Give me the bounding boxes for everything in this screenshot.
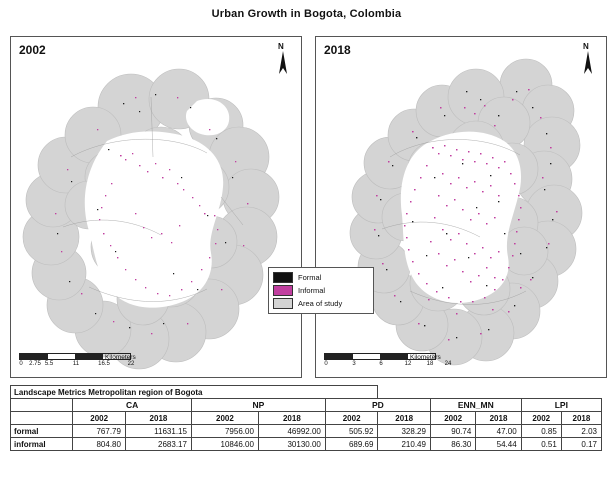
table-row xyxy=(11,438,602,451)
cell-informal-ca-2018: 2683.17 xyxy=(125,438,191,451)
year-header-enn-2018: 2018 xyxy=(476,412,521,425)
cell-informal-np-2018: 30130.00 xyxy=(258,438,325,451)
north-arrow-icon xyxy=(275,42,291,78)
group-header-pd: PD xyxy=(325,399,430,412)
legend-label-informal: Informal xyxy=(298,286,326,295)
panel-year-2018: 2018 xyxy=(324,43,351,57)
table-row xyxy=(11,425,602,438)
row-label-formal: formal xyxy=(11,425,73,438)
scale-unit-label-2018: Kilometers xyxy=(410,354,441,361)
north-arrow-label: N xyxy=(278,42,284,51)
cell-informal-pd-2018: 210.49 xyxy=(378,438,431,451)
cell-informal-pd-2002: 689.69 xyxy=(325,438,378,451)
year-header-np-2002: 2002 xyxy=(191,412,258,425)
year-header-pd-2002: 2002 xyxy=(325,412,378,425)
cell-formal-pd-2018: 328.29 xyxy=(378,425,431,438)
year-header-np-2018: 2018 xyxy=(258,412,325,425)
cell-formal-enn-2018: 47.00 xyxy=(476,425,521,438)
cell-informal-lpi-2018: 0.17 xyxy=(561,438,601,451)
year-header-lpi-2018: 2018 xyxy=(561,412,601,425)
legend-swatch-formal xyxy=(273,272,293,283)
legend-item-informal xyxy=(273,284,369,297)
legend-item-area-of-study xyxy=(273,297,369,310)
map-graphic-2002 xyxy=(11,37,301,377)
group-header-enn-mn: ENN_MN xyxy=(430,399,521,412)
cell-formal-np-2002: 7956.00 xyxy=(191,425,258,438)
table-group-header-row xyxy=(11,399,602,412)
north-arrow-icon xyxy=(580,42,596,78)
legend-swatch-informal xyxy=(273,285,293,296)
scale-bar-2002 xyxy=(19,353,145,371)
map-panel-2002 xyxy=(10,36,302,378)
legend-label-formal: Formal xyxy=(298,273,322,282)
cell-informal-np-2002: 10846.00 xyxy=(191,438,258,451)
year-header-lpi-2002: 2002 xyxy=(521,412,561,425)
row-label-informal: informal xyxy=(11,438,73,451)
table-year-header-row xyxy=(11,412,602,425)
table-corner-cell xyxy=(11,399,73,412)
cell-formal-ca-2018: 11631.15 xyxy=(125,425,191,438)
metrics-table-wrap xyxy=(10,385,602,451)
figure-title: Urban Growth in Bogota, Colombia xyxy=(211,8,402,20)
table-caption-row xyxy=(11,386,602,399)
group-header-lpi: LPI xyxy=(521,399,601,412)
landscape-metrics-table xyxy=(10,385,602,451)
cell-informal-enn-2018: 54.44 xyxy=(476,438,521,451)
cell-formal-np-2018: 46992.00 xyxy=(258,425,325,438)
map-legend xyxy=(268,267,374,314)
cell-formal-ca-2002: 767.79 xyxy=(73,425,126,438)
scale-bar-2018 xyxy=(324,353,450,371)
group-header-ca: CA xyxy=(73,399,192,412)
cell-informal-ca-2002: 804.80 xyxy=(73,438,126,451)
scale-tick-labels-2018: 0 3 6 12 18 24 xyxy=(324,361,452,367)
cell-formal-lpi-2018: 2.03 xyxy=(561,425,601,438)
group-header-np: NP xyxy=(191,399,325,412)
year-header-ca-2018: 2018 xyxy=(125,412,191,425)
legend-swatch-area-of-study xyxy=(273,298,293,309)
cell-informal-lpi-2002: 0.51 xyxy=(521,438,561,451)
cell-informal-enn-2002: 86.30 xyxy=(430,438,475,451)
map-panel-2018 xyxy=(315,36,607,378)
year-header-pd-2018: 2018 xyxy=(378,412,431,425)
legend-item-formal xyxy=(273,271,369,284)
cell-formal-enn-2002: 90.74 xyxy=(430,425,475,438)
cell-formal-pd-2002: 505.92 xyxy=(325,425,378,438)
cell-formal-lpi-2002: 0.85 xyxy=(521,425,561,438)
map-graphic-2018 xyxy=(316,37,606,377)
table-caption: Landscape Metrics Metropolitan region of Bogota xyxy=(11,386,378,399)
panel-year-2002: 2002 xyxy=(19,43,46,57)
north-arrow-label: N xyxy=(583,42,589,51)
table-caption-filler xyxy=(378,386,602,399)
year-row-corner-cell xyxy=(11,412,73,425)
legend-label-area-of-study: Area of study xyxy=(298,299,343,308)
year-header-enn-2002: 2002 xyxy=(430,412,475,425)
scale-unit-label-2002: Kilometers xyxy=(105,354,136,361)
year-header-ca-2002: 2002 xyxy=(73,412,126,425)
scale-tick-labels-2002: 0 2.75 5.5 11 16.5 22 xyxy=(19,361,135,367)
